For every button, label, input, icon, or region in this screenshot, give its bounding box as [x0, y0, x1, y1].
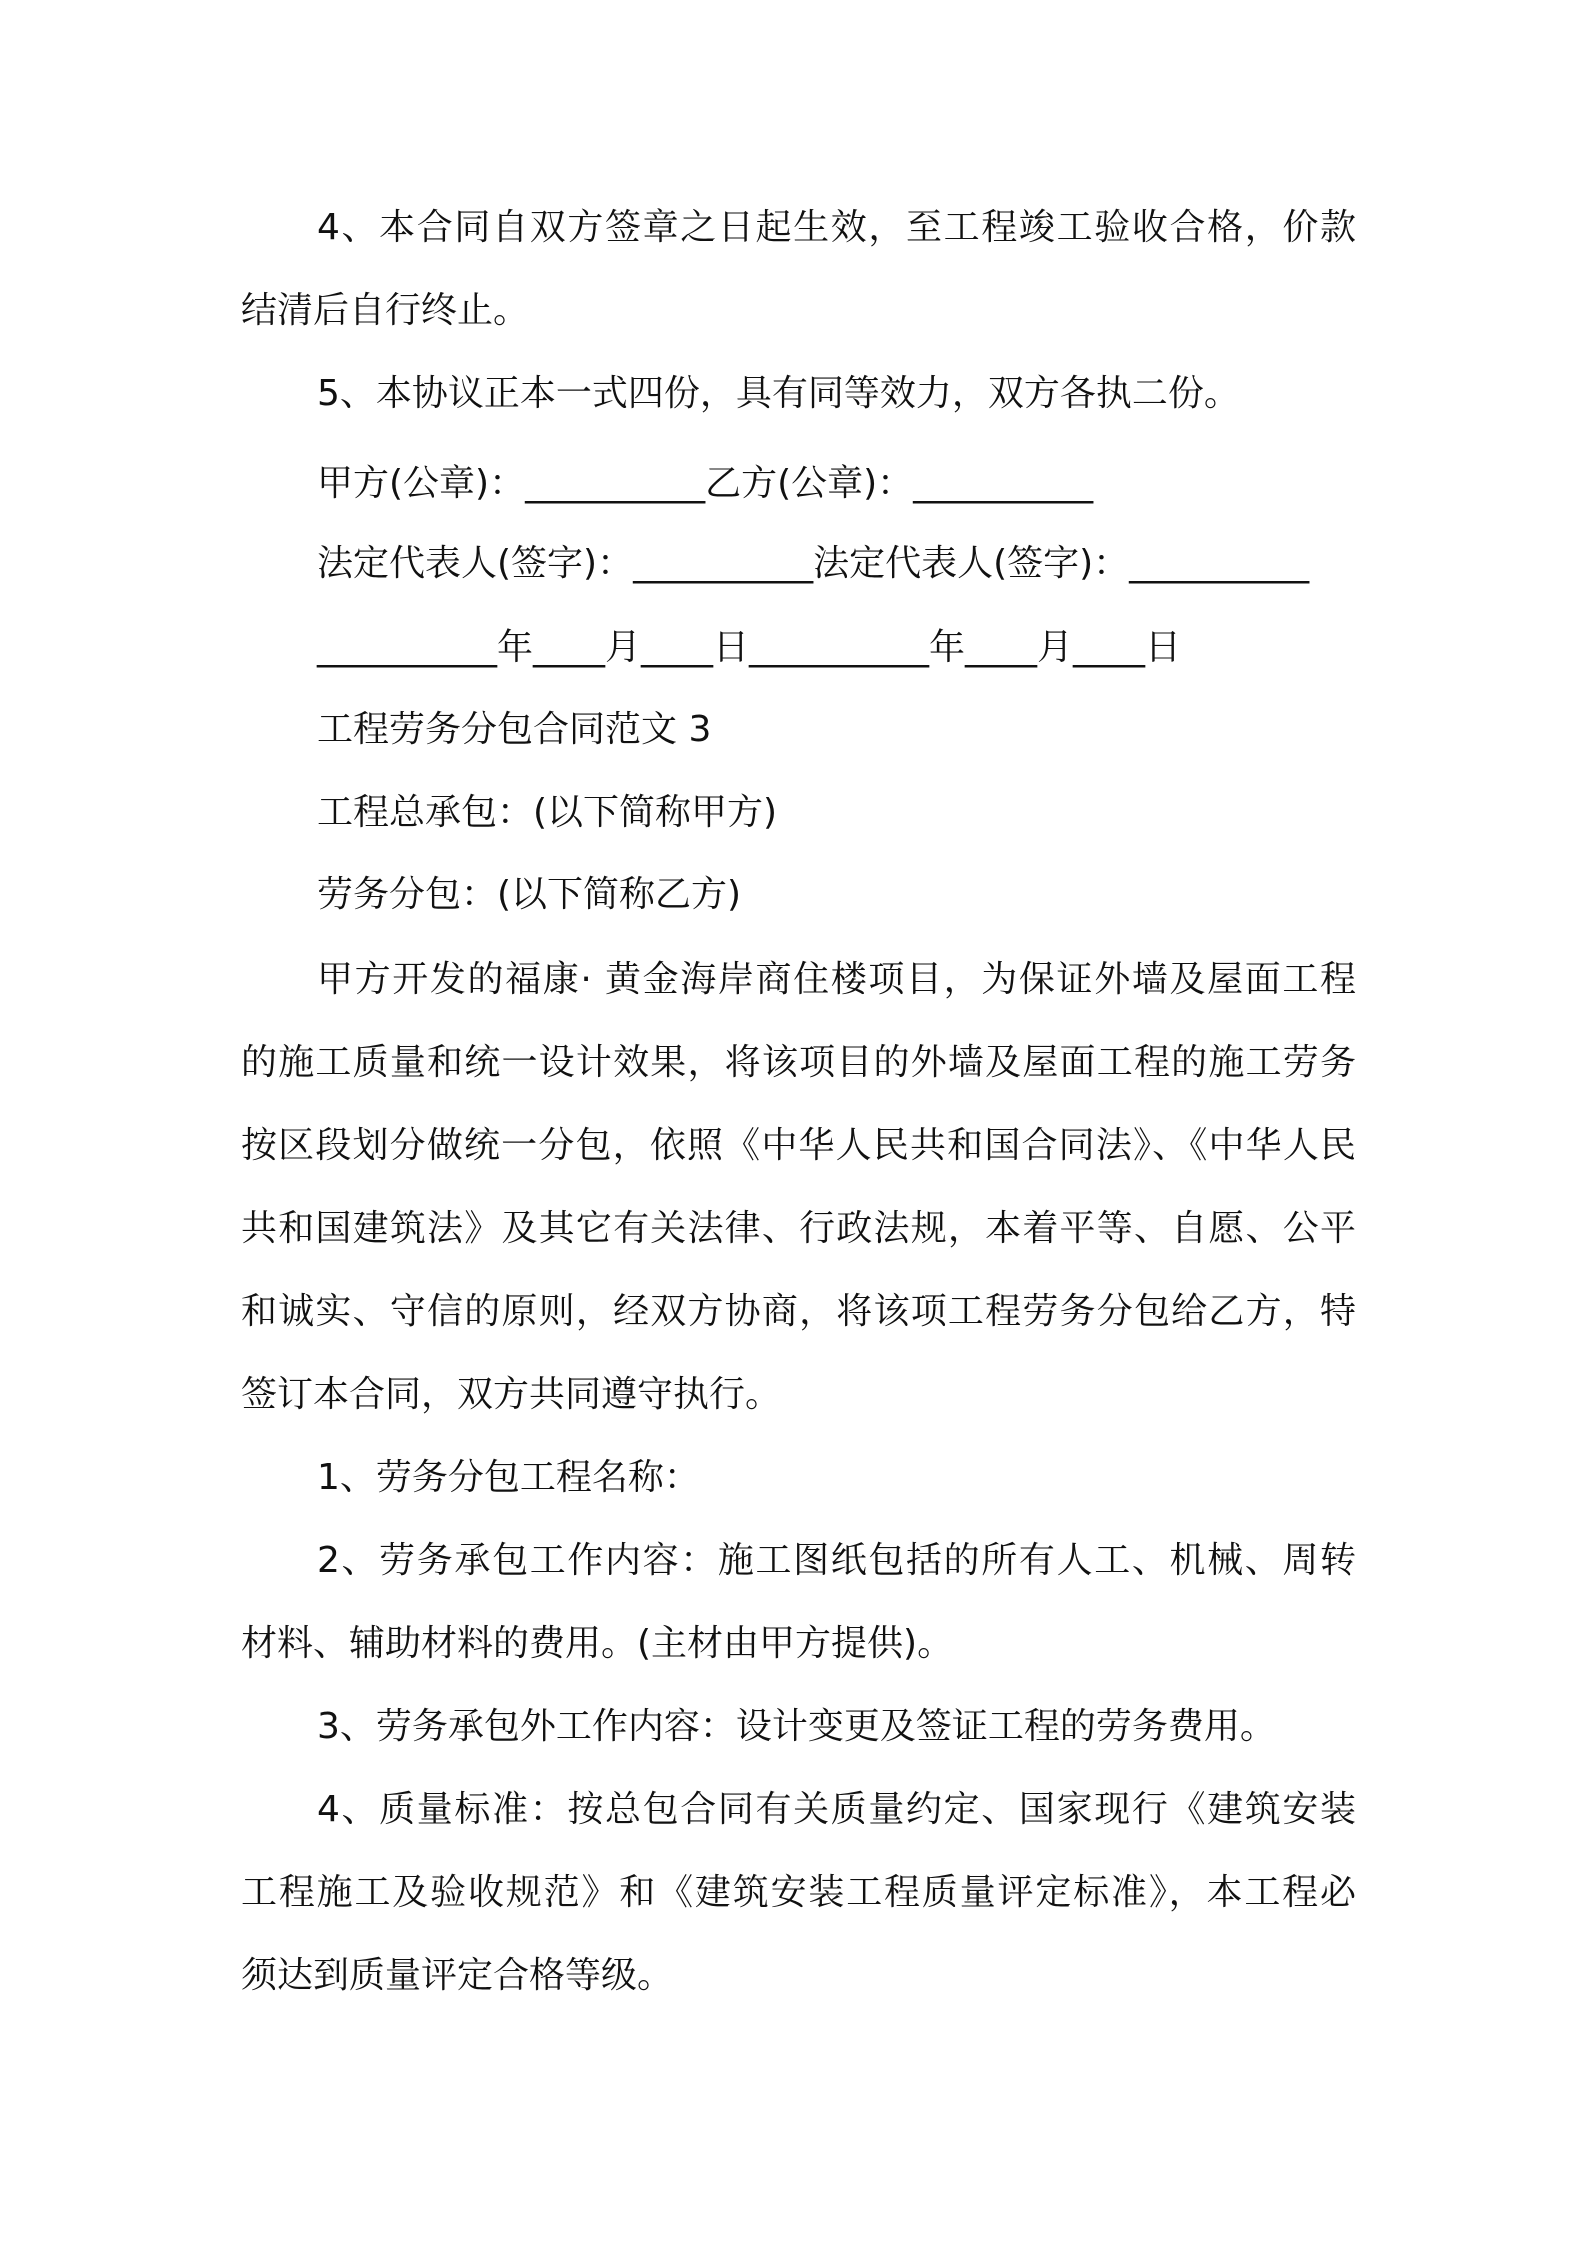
- item-4-line-2: 工程施工及验收规范》和《建筑安装工程质量评定标准》，本工程必: [241, 1872, 1356, 1913]
- intro-line-6: 签订本合同，双方共同遵守执行。: [241, 1374, 782, 1415]
- item-4-line-3: 须达到质量评定合格等级。: [241, 1955, 674, 1996]
- item-2-line-2: 材料、辅助材料的费用。(主材由甲方提供)。: [241, 1623, 954, 1664]
- clause-4-line-2: 结清后自行终止。: [241, 290, 530, 331]
- clause-4-line-1: 4、本合同自双方签章之日起生效，至工程竣工验收合格，价款: [317, 207, 1356, 248]
- signature-date-line: __________年____月____日__________年____月____日: [317, 627, 1181, 668]
- intro-line-2: 的施工质量和统一设计效果，将该项目的外墙及屋面工程的施工劳务: [241, 1042, 1356, 1083]
- item-2-line-1: 2、劳务承包工作内容：施工图纸包括的所有人工、机械、周转: [317, 1540, 1356, 1581]
- signature-seal-line: 甲方(公章)：__________乙方(公章)：__________: [317, 463, 1094, 504]
- party-a-line: 工程总承包：(以下简称甲方): [317, 792, 778, 833]
- intro-line-1: 甲方开发的福康· 黄金海岸商住楼项目，为保证外墙及屋面工程: [317, 959, 1356, 1000]
- section-title: 工程劳务分包合同范文 3: [317, 709, 712, 750]
- item-4-line-1: 4、质量标准：按总包合同有关质量约定、国家现行《建筑安装: [317, 1789, 1356, 1830]
- item-1: 1、劳务分包工程名称：: [317, 1457, 700, 1498]
- party-b-line: 劳务分包：(以下简称乙方): [317, 874, 742, 915]
- signature-representative-line: 法定代表人(签字)：__________法定代表人(签字)：__________: [317, 543, 1310, 584]
- intro-line-4: 共和国建筑法》及其它有关法律、行政法规，本着平等、自愿、公平: [241, 1208, 1356, 1249]
- intro-line-5: 和诚实、守信的原则，经双方协商，将该项工程劳务分包给乙方，特: [241, 1291, 1356, 1332]
- intro-line-3: 按区段划分做统一分包，依照《中华人民共和国合同法》、《中华人民: [241, 1125, 1356, 1166]
- item-3: 3、劳务承包外工作内容：设计变更及签证工程的劳务费用。: [317, 1706, 1276, 1747]
- clause-5: 5、本协议正本一式四份，具有同等效力，双方各执二份。: [317, 373, 1240, 414]
